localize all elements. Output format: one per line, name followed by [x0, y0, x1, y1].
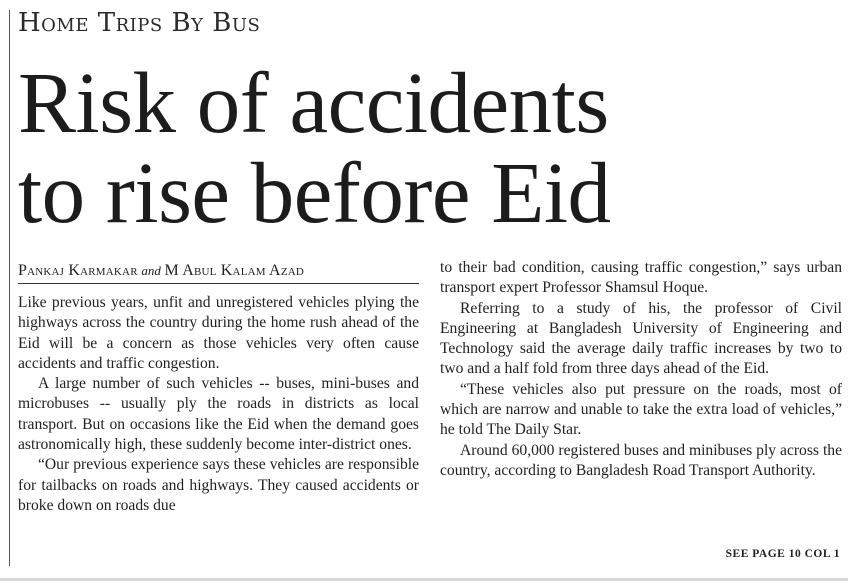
- left-column-rule: [9, 10, 10, 566]
- headline-line-1: Risk of accidents: [18, 54, 609, 151]
- paragraph: “Our previous experience says these vehicles are responsible for tailbacks on roads and highways. They caused accidents or broke down on roads due: [18, 456, 419, 514]
- paragraph: Referring to a study of his, the professor of Civil Engineering at Bangladesh University of Engineering and Technology said the average daily traffic increases by two to two and a half fold from three days ahead of the Eid.: [440, 299, 842, 378]
- bottom-divider: [0, 578, 848, 581]
- headline: [18, 54, 848, 241]
- kicker: Home Trips By Bus: [18, 8, 261, 38]
- byline-author-2: M Abul Kalam Azad: [164, 262, 305, 279]
- article-column-1: [18, 293, 419, 516]
- headline-line-2: to rise before Eid: [18, 144, 611, 241]
- article-column-2: [440, 258, 842, 481]
- byline-conjunction: and: [141, 263, 161, 278]
- paragraph: “These vehicles also put pressure on the roads, most of which are narrow and unable to take the extra load of vehicles,” he told The Daily Star.: [440, 380, 842, 439]
- paragraph: A large number of such vehicles -- buses, mini-buses and microbuses -- usually ply the roads in districts as local transport. But on occasions like the Eid when the demand goes astronomically high, these suddenly become inter-district ones.: [18, 375, 419, 454]
- byline-author-1: Pankaj Karmakar: [18, 262, 138, 279]
- byline: [18, 262, 304, 280]
- paragraph: Around 60,000 registered buses and minibuses ply across the country, according to Bangladesh Road Transport Authority.: [440, 441, 842, 479]
- paragraph: to their bad condition, causing traffic congestion,” says urban transport expert Professor Shamsul Hoque.: [440, 259, 842, 297]
- paragraph: Like previous years, unfit and unregistered vehicles plying the highways across the country during the home rush ahead of the Eid will be a concern as those vehicles very often cause accidents and traffic congestion.: [18, 294, 419, 372]
- byline-rule: [18, 283, 419, 284]
- continued-on-page-link[interactable]: SEE PAGE 10 COL 1: [725, 548, 840, 560]
